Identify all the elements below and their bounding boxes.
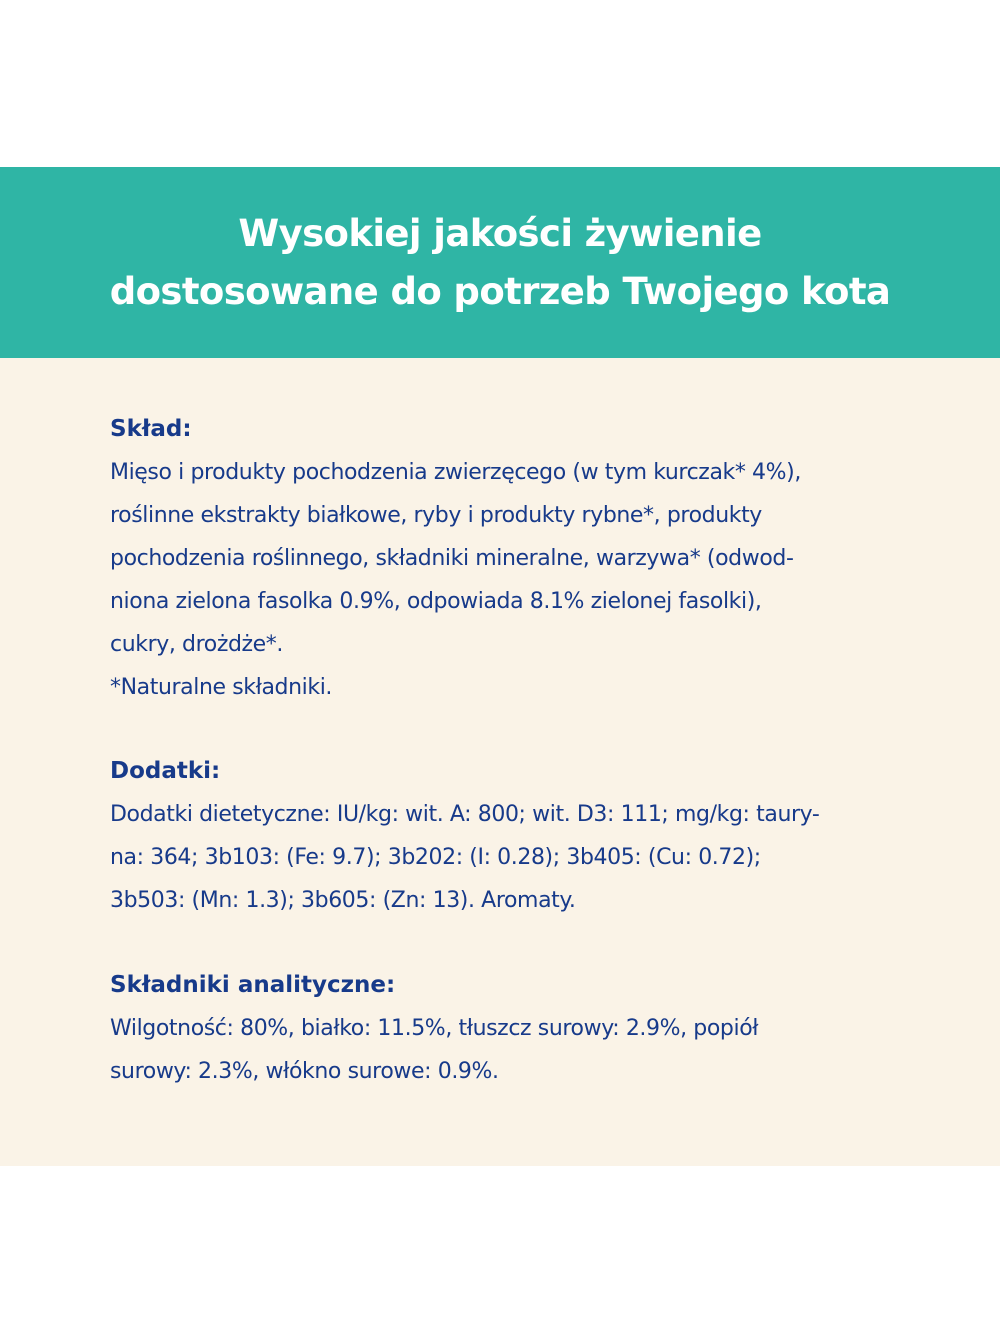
analytical-line: surowy: 2.3%, włókno surowe: 0.9%. [110, 1059, 499, 1084]
composition-line: cukry, drożdże*. [110, 632, 284, 657]
additives-heading: Dodatki: [110, 758, 221, 784]
composition-line: pochodzenia roślinnego, składniki mineralne, warzywa* (odwod- [110, 546, 794, 571]
analytical-line: Wilgotność: 80%, białko: 11.5%, tłuszcz surowy: 2.9%, popiół [110, 1016, 759, 1041]
title-banner [0, 167, 1000, 358]
additives-line: Dodatki dietetyczne: IU/kg: wit. A: 800; wit. D3: 111; mg/kg: taury- [110, 802, 820, 827]
banner-title-line-1: Wysokiej jakości żywienie [238, 211, 762, 255]
natural-ingredients-note: *Naturalne składniki. [110, 675, 333, 700]
banner-title-line-2: dostosowane do potrzeb Twojego kota [109, 269, 891, 313]
composition-line: niona zielona fasolka 0.9%, odpowiada 8.1% zielonej fasolki), [110, 589, 762, 614]
analytical-heading: Składniki analityczne: [110, 972, 396, 998]
composition-section [110, 408, 930, 709]
analytical-section [110, 964, 930, 1093]
info-panel [0, 358, 1000, 1166]
composition-line: roślinne ekstrakty białkowe, ryby i produkty rybne*, produkty [110, 503, 762, 528]
additives-section [110, 750, 930, 922]
additives-line: 3b503: (Mn: 1.3); 3b605: (Zn: 13). Aromaty. [110, 888, 576, 913]
additives-line: na: 364; 3b103: (Fe: 9.7); 3b202: (I: 0.28); 3b405: (Cu: 0.72); [110, 845, 761, 870]
composition-line: Mięso i produkty pochodzenia zwierzęcego (w tym kurczak* 4%), [110, 460, 801, 485]
composition-heading: Skład: [110, 416, 192, 442]
